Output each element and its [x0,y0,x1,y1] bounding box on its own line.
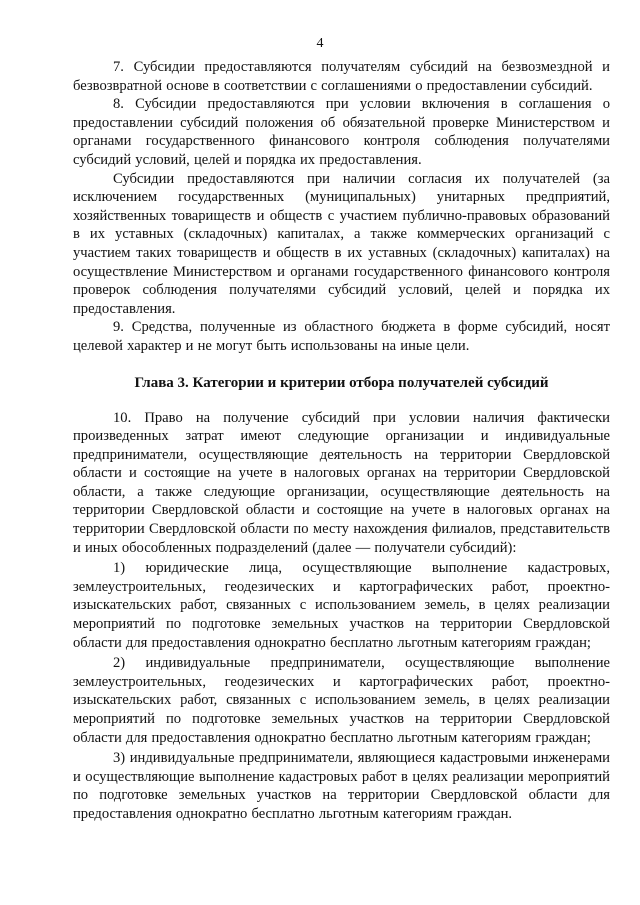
document-body [73,58,610,824]
paragraph-consent: Субсидии предоставляются при наличии согласия их получателей (за исключением государственных (муниципальных) унитарных предприятий, хозяйственных товариществ и обществ с участием публично-правовых образований в их уставных (складочных) капиталах, а также коммерческих организаций с участием таких товариществ и обществ в их уставных (складочных) капиталах) на осуществление Министерством и органами государственного финансового контроля проверок соблюдения получателями субсидий условий, целей и порядка их предоставления. [73,170,610,317]
list-item-1: 1) юридические лица, осуществляющие выполнение кадастровых, землеустроительных, геодезических и картографических работ, проектно-изыскательских работ, связанных с использованием земель, в целях реализации мероприятий по подготовке земельных участков на территории Свердловской области для предоставления однократно бесплатно льготным категориям граждан; [73,560,610,651]
page-number: 4 [316,36,324,51]
list-item-2: 2) индивидуальные предприниматели, осуществляющие выполнение землеустроительных, геодезических и картографических работ, проектно-изыскательских работ, связанных с использованием земель, в целях реализации мероприятий по подготовке земельных участков на территории Свердловской области для предоставления однократно бесплатно льготным категориям граждан; [73,655,610,746]
paragraph-9: 9. Средства, полученные из областного бюджета в форме субсидий, носят целевой характер и не могут быть использованы на иные цели. [73,319,610,354]
paragraph-10: 10. Право на получение субсидий при условии наличия фактически произведенных затрат имеют следующие организации и индивидуальные предприниматели, осуществляющие деятельность на территории Свердловской области и состоящие на учете в налоговых органах на территории Свердловской области, а также следующие организации, осуществляющие деятельность на территории Свердловской области и состоящие на учете в налоговых органах на территории Свердловской области по месту нахождения филиалов, представительств и иных обособленных подразделений (далее — получатели субсидий): [73,409,610,556]
chapter-title: Глава 3. Категории и критерии отбора получателей субсидий [134,374,549,391]
paragraph-8: 8. Субсидии предоставляются при условии включения в соглашения о предоставлении субсидий положения об обязательной проверке Министерством и органами государственного финансового контроля соблюдения получателями субсидий условий, целей и порядка их предоставления. [73,96,610,168]
list-item-3: 3) индивидуальные предприниматели, являющиеся кадастровыми инженерами и осуществляющие выполнение кадастровых работ в целях реализации мероприятий по подготовке земельных участков на территории Свердловской области для предоставления однократно бесплатно льготным категориям граждан. [73,750,610,822]
paragraph-7: 7. Субсидии предоставляются получателям субсидий на безвозмездной и безвозвратной основе в соответствии с соглашениями о предоставлении субсидий. [73,59,610,94]
